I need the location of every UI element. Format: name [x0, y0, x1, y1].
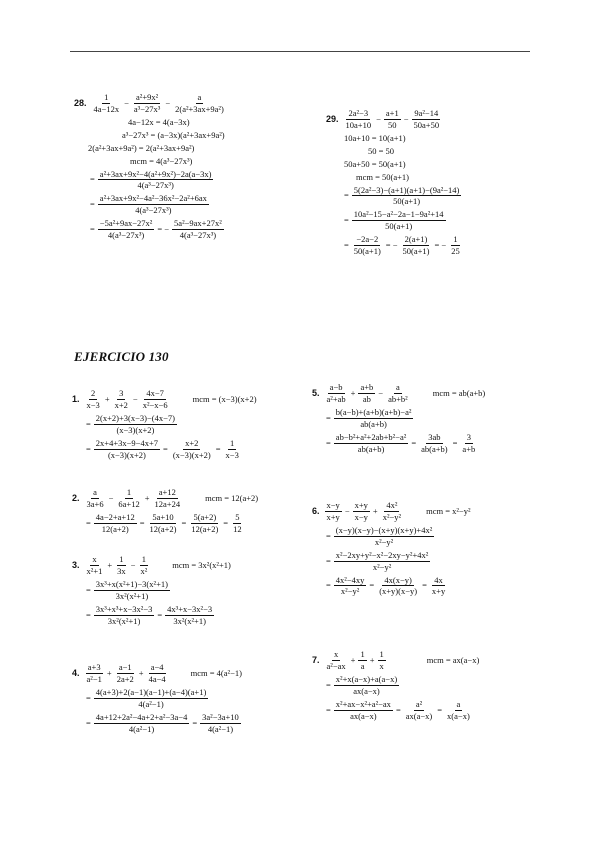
factor-line: a³−27x³ = (a−3x)(a²+3ax+9a²) [122, 129, 225, 140]
fraction: $\frac{\text{3x³+x³+x−3x²−3}}{\text{3x²(x²+1)}}$ [95, 603, 153, 626]
problem-number: 28. [74, 97, 87, 108]
problem-29: 29. 2a²−3 10a+10 − $\frac{a+1}{50}$ − $\frac{\text{9a²−14}}{50a+50}$ 10a+10 = 10(a+1) 50 = 50 50a+50 = 50(a+1) mcm = 50(a+1) = $\frac{\text{5(2a²−3)−(a+1)(a+1)−(9a²−14)}}{50(a+1)}$ = $\frac{\text{10a²−15−a²−2a−1−9a²+14}}{50(a+1)}$ = $\frac{-2a-2}{50(a+1)}$ = − $\frac{2(a+1)}{50(a+1)}$ = − $\frac{1}{25}$ [326, 109, 463, 260]
fraction: $\frac{5}{12}$ [233, 511, 242, 534]
fraction: $\frac{3}{a+b}$ [462, 431, 476, 454]
fraction: $\frac{x+y}{x-y}$ [354, 500, 368, 522]
mcm-label: mcm = 4(a²−1) [190, 667, 242, 678]
fraction: $\frac{\text{10a²−15−a²−2a−1−9a²+14}}{50(a+1)}$ [353, 209, 444, 232]
factor-line: 2(a²+3ax+9a²) = 2(a²+3ax+9a²) [88, 142, 195, 153]
fraction: $\frac{\text{b(a−b)+(a+b)(a+b)−a²}}{ab(a+b)}$ [335, 406, 412, 429]
fraction: $\frac{\text{x²+x(a−x)+a(a−x)}}{ax(a-x)}$ [335, 673, 398, 696]
fraction: $\frac{\text{5(2a²−3)−(a+1)(a+1)−(9a²−14)}}{50(a+1)}$ [353, 184, 460, 207]
fraction: a+3 a²−1 [86, 662, 102, 684]
fraction: 2a²−3 10a+10 [345, 108, 372, 130]
problem-number: 7. [312, 654, 320, 665]
fraction: $\frac{1}{x}$ [379, 649, 384, 671]
fraction: $\frac{1}{25}$ [451, 234, 460, 257]
fraction: $\frac{a+12}{12a+24}$ [154, 487, 181, 509]
exercise-1: 1. 2 x−3 + $\frac{3}{x+2}$ − $\frac{4x-7}{\text{x²−x−6}}$ mcm = (x−3)(x+2) = $\frac{2(x+2)+3(x-3)-(4x-7)}{(x-3)(x+2)}$ = $\frac{2x+4+3x-9-4x+7}{(x-3)(x+2)}$ = $\frac{x+2}{(x-3)(x+2)}$ = $\frac{1}{x-3}$ [72, 388, 257, 460]
fraction: $\frac{1}{3x}$ [117, 554, 126, 576]
fraction: $\frac{\text{4x³+x−3x²−3}}{\text{3x²(x²+1)}}$ [167, 603, 213, 626]
fraction: $\frac{4x(x-y)}{(x+y)(x-y)}$ [379, 574, 418, 597]
fraction: $\frac{\text{3a²−3a+10}}{\text{4(a²−1)}}$ [202, 711, 239, 734]
problem-number: 3. [72, 559, 80, 570]
fraction: $\frac{a+1}{50}$ [385, 108, 399, 130]
fraction: $\frac{\text{a²+3ax+9x²−4(a²+9x²)−2a(a−3x)}}{\text{4(a³−27x³)}}$ [99, 168, 212, 191]
mcm-label: mcm = ab(a+b) [432, 387, 486, 398]
fraction: x x²+1 [86, 554, 103, 576]
problem-number: 5. [312, 387, 320, 398]
fraction: $\frac{4x}{x+y}$ [431, 574, 446, 597]
fraction: $\frac{\text{a²+9x²}}{\text{a³−27x³}}$ [133, 92, 161, 114]
header-rule [70, 51, 530, 52]
fraction: $\frac{1}{x-3}$ [225, 437, 239, 460]
mcm-label: mcm = x²−y² [426, 505, 471, 516]
fraction: $\frac{\text{x²−2xy+y²−x²−2xy−y²+4x²}}{\text{x²−y²}}$ [335, 549, 429, 572]
fraction: $\frac{4(a+3)+2(a-1)(a-1)+(a-4)(a+1)}{\text{4(a²−1)}}$ [95, 686, 207, 709]
fraction: $\frac{a}{x(a-x)}$ [447, 698, 470, 721]
fraction: $\frac{a+b}{ab}$ [360, 382, 374, 404]
fraction: $\frac{\text{4a+12+2a²−4a+2+a²−3a−4}}{\text{4(a²−1)}}$ [95, 711, 188, 734]
section-heading: EJERCICIO 130 [74, 349, 169, 364]
fraction: $\frac{2x+4+3x-9-4x+7}{(x-3)(x+2)}$ [95, 437, 159, 460]
fraction: $\frac{2(a+1)}{50(a+1)}$ [402, 234, 430, 257]
fraction: $\frac{1}{6a+12}$ [118, 487, 140, 509]
factor-line: 4a−12x = 4(a−3x) [128, 116, 190, 127]
fraction: $\frac{\text{a²}}{ax(a-x)}$ [405, 698, 433, 721]
fraction: $\frac{\text{(x−y)(x−y)−(x+y)(x+y)+4x²}}{\text{x²−y²}}$ [335, 524, 433, 547]
fraction: $\frac{2(x+2)+3(x-3)-(4x-7)}{(x-3)(x+2)}$ [95, 412, 175, 435]
mcm-label: mcm = (x−3)(x+2) [192, 393, 257, 404]
problem-28: 28. 1 4a−12x − $\frac{\text{a²+9x²}}{\text{a³−27x³}}$ − $\frac{a}{\text{2(a²+3ax+9a²)}}$ 4a−12x = 4(a−3x) a³−27x³ = (a−3x)(a²+3ax+9a²) 2(a²+3ax+9a²) = 2(a²+3ax+9a²) mcm = 4(a³−27x³) = $\frac{\text{a²+3ax+9x²−4(a²+9x²)−2a(a−3x)}}{\text{4(a³−27x³)}}$ = $\frac{\text{a²+3ax+9x²−4a²−36x²−2a²+6ax}}{\text{4(a³−27x³)}}$ = $\frac{\text{−5a²+9ax−27x²}}{\text{4(a³−27x³)}}$ = − $\frac{\text{5a²−9ax+27x²}}{\text{4(a³−27x³)}}$ [74, 93, 227, 244]
mcm-line: mcm = 50(a+1) [356, 171, 410, 182]
fraction: $\frac{\text{x²+ax−x²+a²−ax}}{ax(a-x)}$ [335, 698, 391, 721]
fraction: 1 4a−12x [93, 92, 120, 114]
fraction: $\frac{\text{3x³+x(x²+1)−3(x²+1)}}{\text{3x²(x²+1)}}$ [95, 578, 168, 601]
problem-number: 2. [72, 492, 80, 503]
mcm-label: mcm = 12(a+2) [205, 492, 259, 503]
problem-number: 6. [312, 505, 320, 516]
factor-line: 50 = 50 [368, 145, 395, 156]
fraction: $\frac{4a-2+a+12}{12(a+2)}$ [95, 511, 135, 534]
factor-line: 10a+10 = 10(a+1) [344, 132, 406, 143]
factor-line: 50a+50 = 50(a+1) [344, 158, 406, 169]
fraction: $\frac{5(a+2)}{12(a+2)}$ [191, 511, 219, 534]
fraction: $\frac{\text{ab−b²+a²+2ab+b²−a²}}{ab(a+b)}$ [335, 431, 407, 454]
fraction: $\frac{5a+10}{12(a+2)}$ [149, 511, 177, 534]
fraction: x a²−ax [326, 649, 346, 671]
fraction: $\frac{3}{x+2}$ [114, 388, 128, 410]
problem-number: 4. [72, 667, 80, 678]
exercise-5: 5. a−b a²+ab + $\frac{a+b}{ab}$ − $\frac{a}{\text{ab+b²}}$ mcm = ab(a+b) = $\frac{\text{b(a−b)+(a+b)(a+b)−a²}}{ab(a+b)}$ = $\frac{\text{ab−b²+a²+2ab+b²−a²}}{ab(a+b)}$ = $\frac{3ab}{ab(a+b)}$ = $\frac{3}{a+b}$ [312, 382, 486, 454]
fraction: $\frac{a}{\text{2(a²+3ax+9a²)}}$ [175, 92, 224, 114]
fraction: a−b a²+ab [326, 382, 346, 404]
mcm-label: mcm = 3x²(x²+1) [172, 559, 231, 570]
fraction: $\frac{a-1}{2a+2}$ [116, 662, 134, 684]
fraction: $\frac{\text{−5a²+9ax−27x²}}{\text{4(a³−27x³)}}$ [99, 218, 153, 241]
exercise-2: 2. a 3a+6 − $\frac{1}{6a+12}$ + $\frac{a+12}{12a+24}$ mcm = 12(a+2) = $\frac{4a-2+a+12}{12(a+2)}$ = $\frac{5a+10}{12(a+2)}$ = $\frac{5(a+2)}{12(a+2)}$ = $\frac{5}{12}$ [72, 487, 259, 534]
fraction: $\frac{1}{a}$ [360, 649, 365, 671]
fraction: $\frac{\text{9a²−14}}{50a+50}$ [413, 108, 440, 130]
exercise-3: 3. x x²+1 + $\frac{1}{3x}$ − $\frac{1}{\text{x²}}$ mcm = 3x²(x²+1) = $\frac{\text{3x³+x(x²+1)−3(x²+1)}}{\text{3x²(x²+1)}}$ = $\frac{\text{3x³+x³+x−3x²−3}}{\text{3x²(x²+1)}}$ = $\frac{\text{4x³+x−3x²−3}}{\text{3x²(x²+1)}}$ [72, 554, 231, 626]
fraction: a 3a+6 [86, 487, 104, 509]
exercise-6: 6. x−y x+y − $\frac{x+y}{x-y}$ + $\frac{\text{4x²}}{\text{x²−y²}}$ mcm = x²−y² = $\frac{\text{(x−y)(x−y)−(x+y)(x+y)+4x²}}{\text{x²−y²}}$ = $\frac{\text{x²−2xy+y²−x²−2xy−y²+4x²}}{\text{x²−y²}}$ = $\frac{\text{4x²−4xy}}{\text{x²−y²}}$ = $\frac{4x(x-y)}{(x+y)(x-y)}$ = $\frac{4x}{x+y}$ [312, 500, 471, 597]
fraction: $\frac{4x-7}{\text{x²−x−6}}$ [142, 388, 168, 410]
fraction: 2 x−3 [86, 388, 100, 410]
fraction: $\frac{\text{a²+3ax+9x²−4a²−36x²−2a²+6ax}}{\text{4(a³−27x³)}}$ [99, 193, 207, 216]
fraction: $\frac{\text{4x²−4xy}}{\text{x²−y²}}$ [335, 574, 365, 597]
exercise-4: 4. a+3 a²−1 + $\frac{a-1}{2a+2}$ + $\frac{a-4}{4a-4}$ mcm = 4(a²−1) = $\frac{4(a+3)+2(a-1)(a-1)+(a-4)(a+1)}{\text{4(a²−1)}}$ = $\frac{\text{4a+12+2a²−4a+2+a²−3a−4}}{\text{4(a²−1)}}$ = $\frac{\text{3a²−3a+10}}{\text{4(a²−1)}}$ [72, 662, 242, 734]
exercise-7: 7. x a²−ax + $\frac{1}{a}$ + $\frac{1}{x}$ mcm = ax(a−x) = $\frac{\text{x²+x(a−x)+a(a−x)}}{ax(a-x)}$ = $\frac{\text{x²+ax−x²+a²−ax}}{ax(a-x)}$ = $\frac{\text{a²}}{ax(a-x)}$ = $\frac{a}{x(a-x)}$ [312, 649, 480, 721]
fraction: $\frac{3ab}{ab(a+b)}$ [421, 431, 448, 454]
fraction: x−y x+y [326, 500, 340, 522]
mcm-line: mcm = 4(a³−27x³) [130, 155, 193, 166]
fraction: $\frac{a}{\text{ab+b²}}$ [388, 382, 408, 404]
mcm-label: mcm = ax(a−x) [426, 654, 480, 665]
fraction: $\frac{x+2}{(x-3)(x+2)}$ [172, 437, 211, 460]
problem-number: 29. [326, 113, 339, 124]
fraction: $\frac{1}{\text{x²}}$ [140, 554, 148, 576]
fraction: $\frac{a-4}{4a-4}$ [148, 662, 166, 684]
fraction: $\frac{\text{4x²}}{\text{x²−y²}}$ [382, 500, 402, 522]
fraction: $\frac{\text{5a²−9ax+27x²}}{\text{4(a³−27x³)}}$ [174, 218, 222, 241]
problem-number: 1. [72, 393, 80, 404]
fraction: $\frac{-2a-2}{50(a+1)}$ [353, 234, 381, 257]
